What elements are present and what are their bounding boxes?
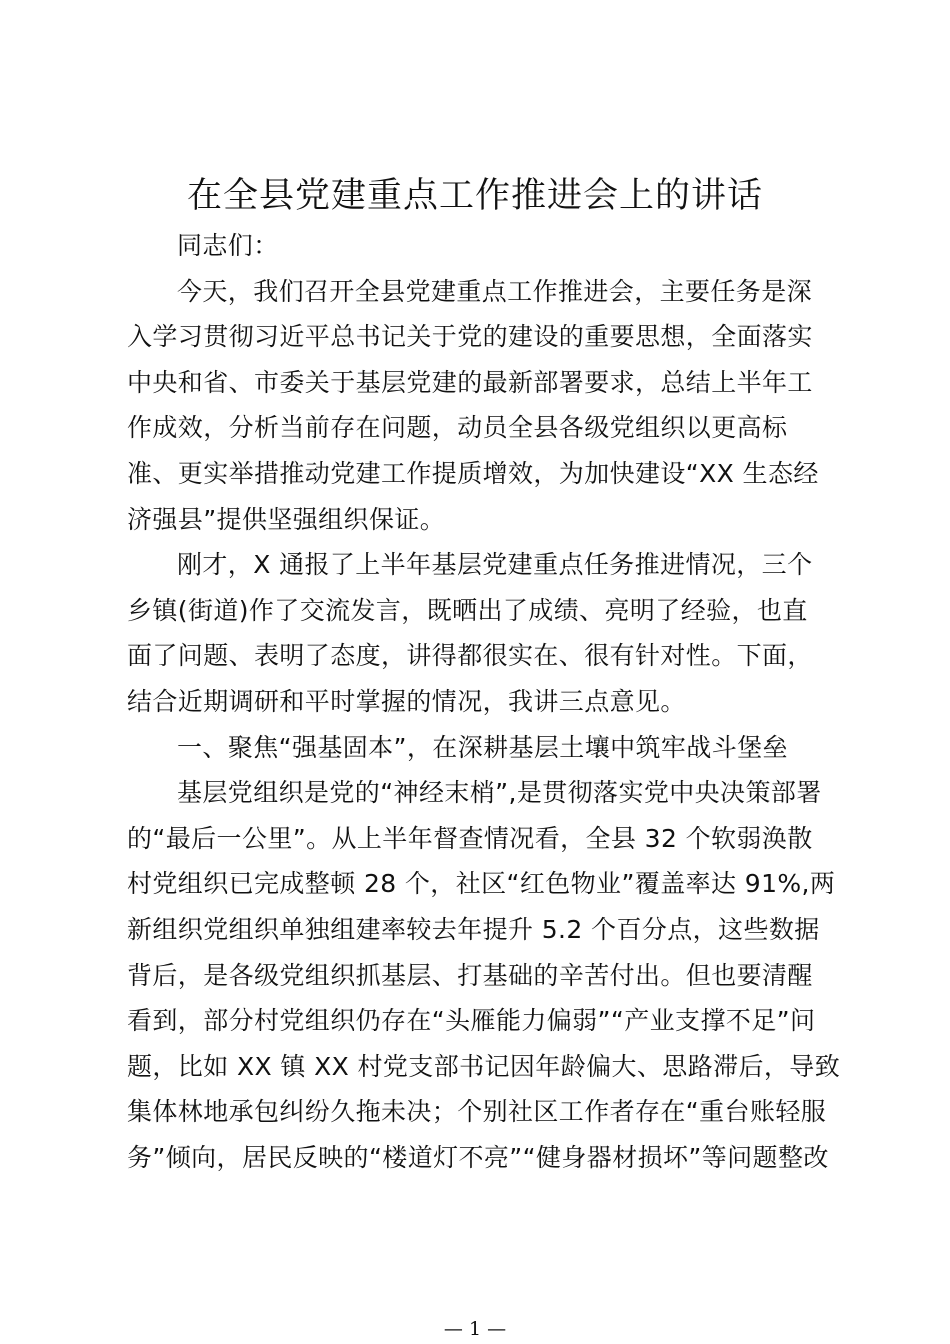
paragraph-line: 村党组织已完成整顿 28 个，社区“红色物业”覆盖率达 91%,两 xyxy=(127,869,836,899)
paragraph-line: 结合近期调研和平时掌握的情况，我讲三点意见。 xyxy=(127,686,686,716)
paragraph-line: 的“最后一公里”。从上半年督查情况看，全县 32 个软弱涣散 xyxy=(127,823,813,853)
paragraph-line: 新组织党组织单独组建率较去年提升 5.2 个百分点，这些数据 xyxy=(127,914,820,944)
paragraph-line: 背后，是各级党组织抓基层、打基础的辛苦付出。但也要清醒 xyxy=(127,960,813,990)
paragraph-line: 面了问题、表明了态度，讲得都很实在、很有针对性。下面， xyxy=(127,641,813,671)
section-heading: 一、聚焦“强基固本”，在深耕基层土壤中筑牢战斗堡垒 xyxy=(177,732,788,762)
paragraph-line: 基层党组织是党的“神经末梢”,是贯彻落实党中央决策部署 xyxy=(177,778,822,808)
page-number: — 1 — xyxy=(443,1318,507,1340)
document-title: 在全县党建重点工作推进会上的讲话 xyxy=(186,176,763,216)
paragraph-line: 务”倾向，居民反映的“楼道灯不亮”“健身器材损坏”等问题整改 xyxy=(127,1142,829,1172)
paragraph-line: 集体林地承包纠纷久拖未决；个别社区工作者存在“重台账轻服 xyxy=(127,1097,827,1127)
paragraph-line: 刚才，X 通报了上半年基层党建重点任务推进情况，三个 xyxy=(177,550,813,580)
paragraph-line: 乡镇(街道)作了交流发言，既晒出了成绩、亮明了经验，也直 xyxy=(127,595,808,625)
salutation-line: 同志们： xyxy=(177,231,279,260)
paragraph-line: 今天，我们召开全县党建重点工作推进会，主要任务是深 xyxy=(177,276,813,306)
paragraph-line: 准、更实举措推动党建工作提质增效，为加快建设“XX 生态经 xyxy=(127,458,819,488)
document-body xyxy=(127,223,841,1180)
paragraph-line: 济强县”提供坚强组织保证。 xyxy=(127,504,446,534)
paragraph-line: 看到，部分村党组织仍存在“头雁能力偏弱”“产业支撑不足”问 xyxy=(127,1006,816,1036)
paragraph-line: 题，比如 XX 镇 XX 村党支部书记因年龄偏大、思路滞后，导致 xyxy=(127,1051,841,1081)
paragraph-line: 中央和省、市委关于基层党建的最新部署要求，总结上半年工 xyxy=(127,367,813,397)
paragraph-line: 入学习贯彻习近平总书记关于党的建设的重要思想，全面落实 xyxy=(127,322,813,352)
paragraph-line: 作成效，分析当前存在问题，动员全县各级党组织以更高标 xyxy=(127,413,788,443)
